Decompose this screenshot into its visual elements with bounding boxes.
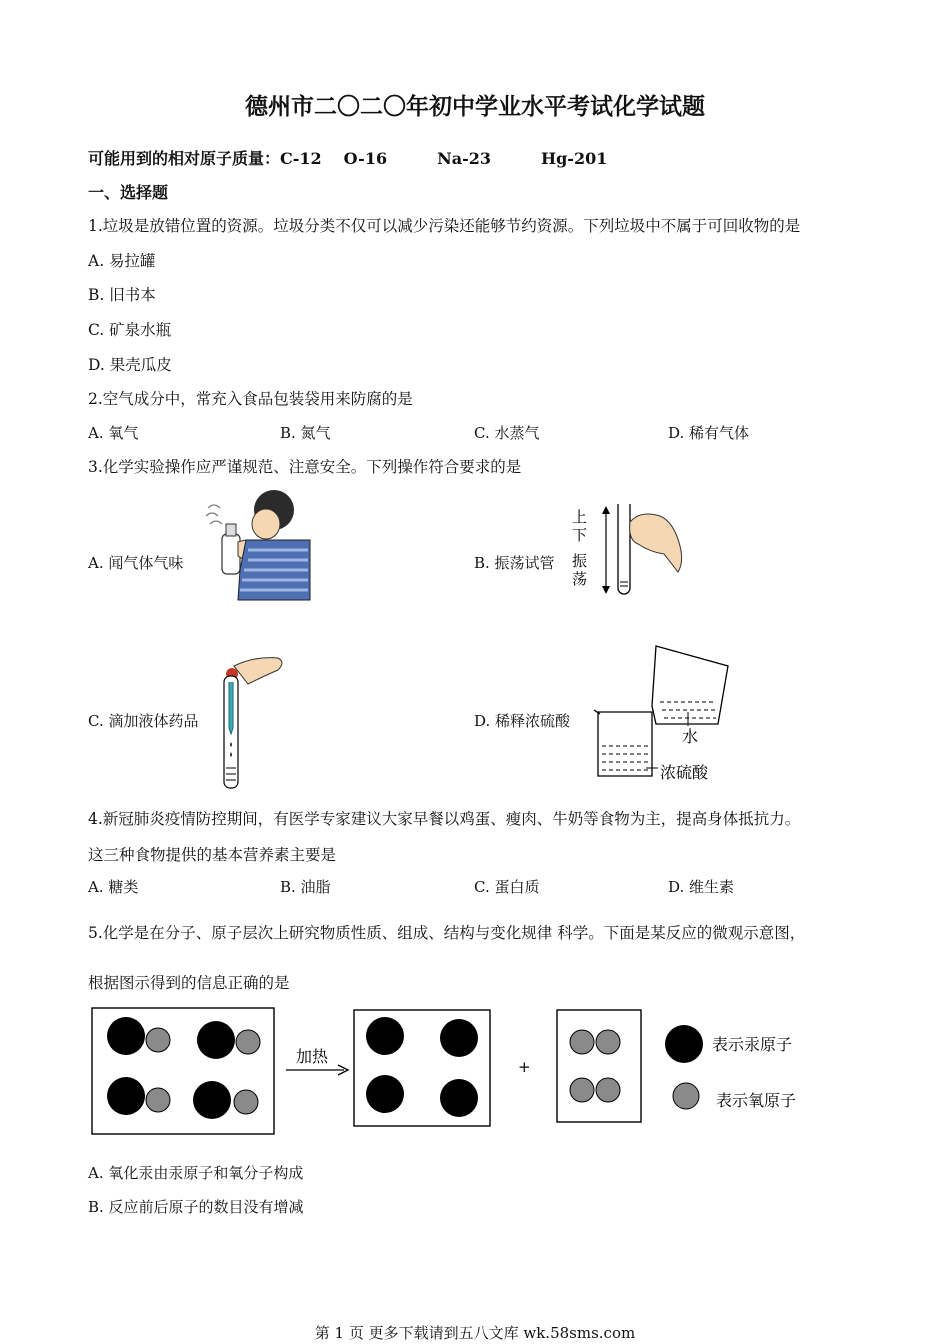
q5-option-a: A. 氧化汞由汞原子和氧分子构成 [88,1164,304,1182]
q5-stem-line1: 5.化学是在分子、原子层次上研究物质性质、组成、结构与变化规律 科学。下面是某反应的微观示意图， [88,924,806,942]
q4-option-c: C. 蛋白质 [474,878,540,896]
q4-stem-line2: 这三种食物提供的基本营养素主要是 [88,846,337,864]
mass-c: C-12 [280,149,322,168]
q1-stem: 1.垃圾是放错位置的资源。垃圾分类不仅可以减少污染还能够节约资源。下列垃圾中不属于可回收物的是 [88,217,801,235]
q4-option-a: A. 糖类 [88,878,139,896]
q3-option-a: A. 闻气体气味 [88,554,184,572]
mercury-atom [366,1075,404,1113]
mercury-atom [366,1017,404,1055]
mass-hg: Hg-201 [541,149,608,168]
atomic-mass-label: 可能用到的相对原子质量： [88,149,281,168]
q1-option-d: D. 果壳瓜皮 [88,356,172,374]
section-heading: 一、选择题 [88,183,169,202]
q3-option-d: D. 稀释浓硫酸 [474,712,571,730]
mercury-atom [440,1019,478,1057]
page-footer: 第 1 页 更多下载请到五八文库 wk.58sms.com [314,1324,636,1342]
mass-o: O-16 [343,149,388,168]
q3-option-c: C. 滴加液体药品 [88,712,199,730]
mercury-atom [440,1079,478,1117]
label-up: 上 [572,508,588,526]
label-dang: 荡 [572,570,588,588]
q3-option-b: B. 振荡试管 [474,554,555,572]
q3-stem: 3.化学实验操作应严谨规范、注意安全。下列操作符合要求的是 [88,458,522,476]
plus-sign: + [518,1058,531,1076]
q1-option-a: A. 易拉罐 [88,252,156,270]
dilute-acid-figure [590,640,740,785]
q2-option-d: D. 稀有气体 [668,424,750,442]
q2-option-a: A. 氧气 [88,424,139,442]
q4-stem-line1: 4.新冠肺炎疫情防控期间，有医学专家建议大家早餐以鸡蛋、瘦肉、牛奶等食物为主，提高身体抵抗力。 [88,810,801,828]
reaction-diagram [88,1004,828,1140]
q2-option-c: C. 水蒸气 [474,424,540,442]
q1-option-c: C. 矿泉水瓶 [88,321,172,339]
oxygen-box [557,1010,641,1122]
q2-option-b: B. 氮气 [280,424,331,442]
legend-mercury-text: 表示汞原子 [712,1035,793,1054]
label-acid: 浓硫酸 [660,763,709,782]
legend-mercury-atom [665,1025,703,1063]
q5-stem-line2: 根据图示得到的信息正确的是 [88,974,290,992]
q2-stem: 2.空气成分中，常充入食品包装袋用来防腐的是 [88,390,413,408]
atomic-mass-line [88,146,607,169]
q1-option-b: B. 旧书本 [88,286,156,304]
q4-option-b: B. 油脂 [280,878,331,896]
smell-gas-figure [200,486,315,604]
legend-oxygen-text: 表示氧原子 [716,1091,797,1110]
label-zhen: 振 [572,552,588,570]
q4-option-d: D. 维生素 [668,878,735,896]
label-water: 水 [682,727,699,746]
mass-na: Na-23 [437,149,491,168]
dropper-figure [214,656,286,790]
shake-tube-figure [568,500,683,602]
q5-option-b: B. 反应前后原子的数目没有增减 [88,1198,304,1216]
label-down: 下 [572,526,588,544]
legend-oxygen-atom [673,1083,699,1109]
page-title: 德州市二〇二〇年初中学业水平考试化学试题 [245,93,705,120]
heat-label: 加热 [296,1047,329,1066]
